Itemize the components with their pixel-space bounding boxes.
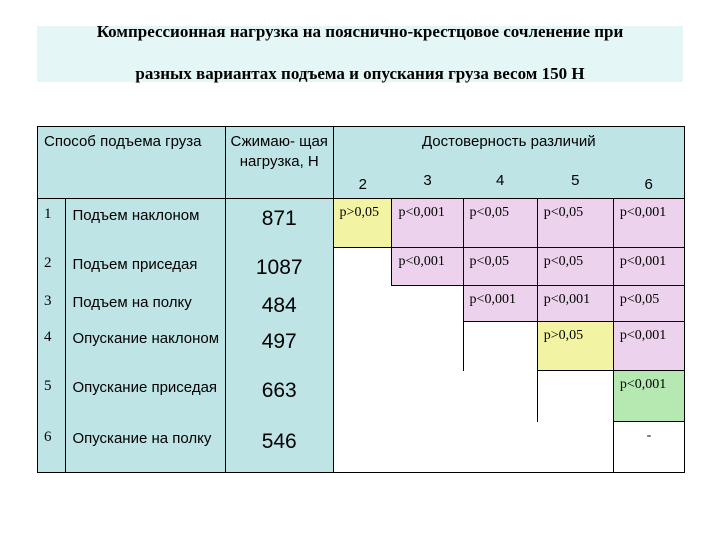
p-cell-empty xyxy=(333,322,392,371)
header-load: Сжимаю- щая нагрузка, Н xyxy=(225,127,333,199)
header-col-2: 2 xyxy=(333,163,392,199)
row-index: 5 xyxy=(38,371,66,422)
row-index: 2 xyxy=(38,248,66,286)
p-cell: p<0,001 xyxy=(613,371,684,422)
p-cell: p<0,05 xyxy=(613,286,684,322)
title-line-1: Компрессионная нагрузка на пояснично-крестцовое сочленение при xyxy=(96,22,624,41)
p-cell-empty xyxy=(537,371,613,422)
p-cell-empty xyxy=(333,422,392,473)
row-load: 484 xyxy=(225,286,333,322)
p-cell-empty xyxy=(333,248,392,286)
compression-table xyxy=(37,126,685,473)
p-cell-empty xyxy=(392,322,463,371)
row-index: 1 xyxy=(38,199,66,248)
p-cell: - xyxy=(613,422,684,473)
p-cell: p<0,001 xyxy=(537,286,613,322)
header-reliability: Достоверность различий xyxy=(333,127,684,163)
p-cell: p<0,001 xyxy=(392,199,463,248)
row-load: 1087 xyxy=(225,248,333,286)
p-cell-empty xyxy=(333,371,392,422)
row-load: 497 xyxy=(225,322,333,371)
p-cell-empty xyxy=(463,371,537,422)
row-load: 546 xyxy=(225,422,333,473)
row-index: 6 xyxy=(38,422,66,473)
p-cell-empty xyxy=(392,286,463,322)
p-cell: p>0,05 xyxy=(333,199,392,248)
row-label: Подъем приседая xyxy=(66,248,225,286)
p-cell: p<0,05 xyxy=(463,248,537,286)
title-banner xyxy=(37,22,683,83)
row-load: 871 xyxy=(225,199,333,248)
header-col-3: 3 xyxy=(392,163,463,199)
p-cell: p<0,05 xyxy=(463,199,537,248)
row-label: Опускание на полку xyxy=(66,422,225,473)
header-col-4: 4 xyxy=(463,163,537,199)
p-cell-empty xyxy=(333,286,392,322)
header-col-5: 5 xyxy=(537,163,613,199)
table-row xyxy=(38,248,685,286)
row-index: 4 xyxy=(38,322,66,371)
p-cell: p<0,001 xyxy=(463,286,537,322)
p-cell-empty xyxy=(463,322,537,371)
table-row xyxy=(38,199,685,248)
row-label: Подъем наклоном xyxy=(66,199,225,248)
p-cell: p<0,05 xyxy=(537,199,613,248)
p-cell: p>0,05 xyxy=(537,322,613,371)
p-cell-empty xyxy=(463,422,537,473)
p-cell-empty xyxy=(392,422,463,473)
p-cell: p<0,001 xyxy=(392,248,463,286)
title-line-2: разных вариантах подъема и опускания груза весом 150 Н xyxy=(135,64,585,83)
header-col-6: 6 xyxy=(613,163,684,199)
row-load: 663 xyxy=(225,371,333,422)
table-row xyxy=(38,371,685,422)
row-index: 3 xyxy=(38,286,66,322)
table-row xyxy=(38,422,685,473)
header-method: Способ подъема груза xyxy=(38,127,226,199)
p-cell: p<0,001 xyxy=(613,248,684,286)
p-cell: p<0,001 xyxy=(613,199,684,248)
row-label: Подъем на полку xyxy=(66,286,225,322)
p-cell: p<0,05 xyxy=(537,248,613,286)
p-cell-empty xyxy=(392,371,463,422)
p-cell: p<0,001 xyxy=(613,322,684,371)
row-label: Опускание наклоном xyxy=(66,322,225,371)
p-cell-empty xyxy=(537,422,613,473)
table-row xyxy=(38,286,685,322)
table-row xyxy=(38,322,685,371)
row-label: Опускание приседая xyxy=(66,371,225,422)
